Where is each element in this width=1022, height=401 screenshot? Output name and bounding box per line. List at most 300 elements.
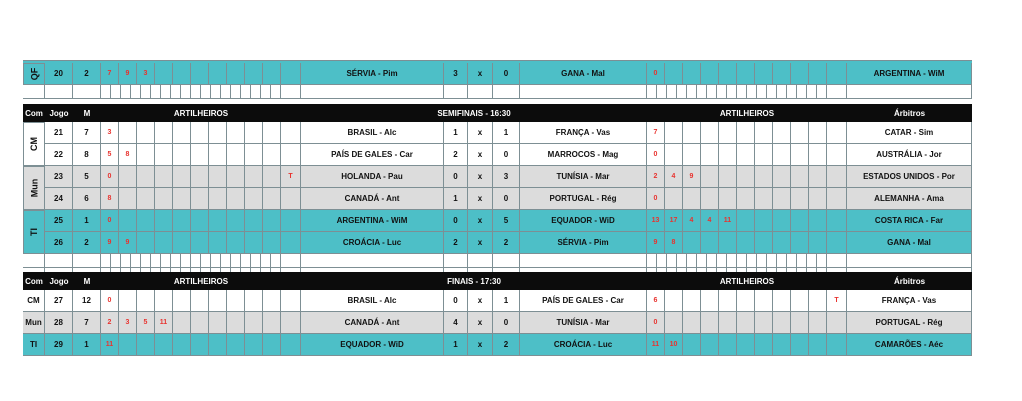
- away-t-marker[interactable]: [827, 63, 847, 85]
- home-t-marker[interactable]: [281, 232, 301, 254]
- empty-cell[interactable]: [131, 85, 141, 99]
- empty-cell[interactable]: [687, 254, 697, 268]
- away-t-marker[interactable]: [827, 210, 847, 232]
- empty-cell[interactable]: [281, 85, 301, 99]
- empty-cell[interactable]: [161, 254, 171, 268]
- home-scorer[interactable]: 5: [137, 312, 155, 334]
- game-number[interactable]: 20: [45, 63, 73, 85]
- empty-cell[interactable]: [683, 63, 701, 85]
- empty-cell[interactable]: [737, 210, 755, 232]
- home-team[interactable]: CANADÁ - Ant: [301, 188, 444, 210]
- empty-cell[interactable]: [101, 85, 111, 99]
- away-scorer[interactable]: 4: [701, 210, 719, 232]
- home-team[interactable]: BRASIL - Alc: [301, 122, 444, 144]
- empty-cell[interactable]: [241, 85, 251, 99]
- versus-x[interactable]: x: [468, 312, 493, 334]
- empty-cell[interactable]: [245, 122, 263, 144]
- empty-cell[interactable]: [701, 312, 719, 334]
- home-scorer[interactable]: 9: [119, 232, 137, 254]
- away-score[interactable]: 1: [493, 122, 520, 144]
- empty-cell[interactable]: [245, 144, 263, 166]
- empty-cell[interactable]: [755, 312, 773, 334]
- empty-cell[interactable]: [809, 312, 827, 334]
- away-team[interactable]: FRANÇA - Vas: [520, 122, 647, 144]
- empty-cell[interactable]: [251, 254, 261, 268]
- empty-cell[interactable]: [773, 122, 791, 144]
- empty-cell[interactable]: [665, 63, 683, 85]
- empty-cell[interactable]: [191, 122, 209, 144]
- empty-cell[interactable]: [155, 290, 173, 312]
- empty-cell[interactable]: [227, 63, 245, 85]
- empty-cell[interactable]: [719, 166, 737, 188]
- away-scorer[interactable]: 4: [683, 210, 701, 232]
- home-t-marker[interactable]: [281, 144, 301, 166]
- empty-cell[interactable]: [191, 254, 201, 268]
- empty-cell[interactable]: [791, 232, 809, 254]
- home-team[interactable]: BRASIL - Alc: [301, 290, 444, 312]
- empty-cell[interactable]: [245, 63, 263, 85]
- empty-cell[interactable]: [737, 166, 755, 188]
- empty-cell[interactable]: [791, 290, 809, 312]
- header-m[interactable]: M: [73, 104, 101, 122]
- empty-cell[interactable]: [111, 254, 121, 268]
- away-score[interactable]: 0: [493, 144, 520, 166]
- empty-cell[interactable]: [121, 85, 131, 99]
- versus-x[interactable]: x: [468, 188, 493, 210]
- empty-cell[interactable]: [155, 63, 173, 85]
- empty-cell[interactable]: [171, 85, 181, 99]
- empty-cell[interactable]: [777, 254, 787, 268]
- empty-cell[interactable]: [137, 290, 155, 312]
- empty-cell[interactable]: [141, 254, 151, 268]
- empty-cell[interactable]: [767, 85, 777, 99]
- empty-cell[interactable]: [747, 254, 757, 268]
- match-m-value[interactable]: 12: [73, 290, 101, 312]
- away-score[interactable]: 0: [493, 312, 520, 334]
- away-scorer[interactable]: 6: [647, 290, 665, 312]
- empty-cell[interactable]: [773, 188, 791, 210]
- away-score[interactable]: 0: [493, 188, 520, 210]
- empty-cell[interactable]: [191, 210, 209, 232]
- empty-cell[interactable]: [209, 188, 227, 210]
- empty-cell[interactable]: [211, 254, 221, 268]
- empty-cell[interactable]: [245, 210, 263, 232]
- empty-cell[interactable]: [719, 144, 737, 166]
- empty-cell[interactable]: [227, 210, 245, 232]
- group-cell[interactable]: CM: [23, 290, 45, 312]
- versus-x[interactable]: x: [468, 63, 493, 85]
- empty-cell[interactable]: [173, 122, 191, 144]
- empty-cell[interactable]: [201, 254, 211, 268]
- match-m-value[interactable]: 5: [73, 166, 101, 188]
- empty-cell[interactable]: [209, 144, 227, 166]
- empty-cell[interactable]: [155, 334, 173, 356]
- empty-cell[interactable]: [773, 232, 791, 254]
- empty-cell[interactable]: [181, 85, 191, 99]
- empty-cell[interactable]: [245, 232, 263, 254]
- empty-cell[interactable]: [701, 232, 719, 254]
- empty-cell[interactable]: [807, 254, 817, 268]
- empty-cell[interactable]: [191, 144, 209, 166]
- referee[interactable]: PORTUGAL - Rég: [847, 312, 972, 334]
- empty-cell[interactable]: [119, 122, 137, 144]
- empty-cell[interactable]: [697, 85, 707, 99]
- empty-cell[interactable]: [227, 122, 245, 144]
- home-score[interactable]: 4: [444, 312, 468, 334]
- empty-cell[interactable]: [173, 210, 191, 232]
- away-score[interactable]: 3: [493, 166, 520, 188]
- match-m-value[interactable]: 8: [73, 144, 101, 166]
- empty-cell[interactable]: [683, 232, 701, 254]
- home-score[interactable]: 2: [444, 144, 468, 166]
- empty-cell[interactable]: [444, 254, 468, 268]
- empty-cell[interactable]: [131, 254, 141, 268]
- empty-cell[interactable]: [151, 85, 161, 99]
- match-m-value[interactable]: 7: [73, 312, 101, 334]
- home-t-marker[interactable]: [281, 334, 301, 356]
- empty-cell[interactable]: [755, 334, 773, 356]
- empty-cell[interactable]: [173, 312, 191, 334]
- empty-cell[interactable]: [719, 188, 737, 210]
- header-referees[interactable]: Árbitros: [847, 104, 972, 122]
- empty-cell[interactable]: [667, 85, 677, 99]
- referee[interactable]: CATAR - Sim: [847, 122, 972, 144]
- empty-cell[interactable]: [301, 254, 444, 268]
- empty-cell[interactable]: [817, 254, 827, 268]
- empty-cell[interactable]: [155, 232, 173, 254]
- referee[interactable]: CAMARÕES - Aéc: [847, 334, 972, 356]
- empty-cell[interactable]: [809, 334, 827, 356]
- away-team[interactable]: SÉRVIA - Pim: [520, 232, 647, 254]
- home-t-marker[interactable]: [281, 210, 301, 232]
- match-m-value[interactable]: 7: [73, 122, 101, 144]
- empty-cell[interactable]: [719, 232, 737, 254]
- empty-cell[interactable]: [191, 63, 209, 85]
- empty-cell[interactable]: [755, 166, 773, 188]
- empty-cell[interactable]: [245, 188, 263, 210]
- empty-cell[interactable]: [444, 85, 468, 99]
- empty-cell[interactable]: [191, 334, 209, 356]
- home-t-marker[interactable]: [281, 290, 301, 312]
- empty-cell[interactable]: [263, 63, 281, 85]
- empty-cell[interactable]: [791, 63, 809, 85]
- empty-cell[interactable]: [747, 85, 757, 99]
- empty-cell[interactable]: [809, 63, 827, 85]
- empty-cell[interactable]: [161, 85, 171, 99]
- empty-cell[interactable]: [677, 254, 687, 268]
- empty-cell[interactable]: [271, 85, 281, 99]
- empty-cell[interactable]: [827, 85, 847, 99]
- home-t-marker[interactable]: [281, 63, 301, 85]
- empty-cell[interactable]: [209, 210, 227, 232]
- referee[interactable]: COSTA RICA - Far: [847, 210, 972, 232]
- empty-cell[interactable]: [755, 232, 773, 254]
- empty-cell[interactable]: [697, 254, 707, 268]
- versus-x[interactable]: x: [468, 290, 493, 312]
- empty-cell[interactable]: [791, 122, 809, 144]
- game-number[interactable]: 23: [45, 166, 73, 188]
- home-score[interactable]: 1: [444, 188, 468, 210]
- match-m-value[interactable]: 2: [73, 63, 101, 85]
- away-scorer[interactable]: 10: [665, 334, 683, 356]
- home-scorer[interactable]: 11: [101, 334, 119, 356]
- referee[interactable]: ESTADOS UNIDOS - Por: [847, 166, 972, 188]
- home-team[interactable]: EQUADOR - WiD: [301, 334, 444, 356]
- empty-cell[interactable]: [111, 85, 121, 99]
- referee[interactable]: ARGENTINA - WiM: [847, 63, 972, 85]
- empty-cell[interactable]: [737, 312, 755, 334]
- empty-cell[interactable]: [227, 144, 245, 166]
- versus-x[interactable]: x: [468, 334, 493, 356]
- empty-cell[interactable]: [73, 254, 101, 268]
- away-t-marker[interactable]: [827, 188, 847, 210]
- away-t-marker[interactable]: [827, 232, 847, 254]
- empty-cell[interactable]: [245, 290, 263, 312]
- empty-cell[interactable]: [221, 254, 231, 268]
- empty-cell[interactable]: [777, 85, 787, 99]
- home-score[interactable]: 3: [444, 63, 468, 85]
- empty-cell[interactable]: [701, 122, 719, 144]
- empty-cell[interactable]: [137, 232, 155, 254]
- header-scorers-home[interactable]: ARTILHEIROS: [101, 272, 301, 290]
- empty-cell[interactable]: [657, 254, 667, 268]
- empty-cell[interactable]: [241, 254, 251, 268]
- empty-cell[interactable]: [520, 85, 647, 99]
- empty-cell[interactable]: [707, 85, 717, 99]
- home-t-marker[interactable]: [281, 188, 301, 210]
- empty-cell[interactable]: [191, 85, 201, 99]
- empty-cell[interactable]: [773, 166, 791, 188]
- empty-cell[interactable]: [263, 122, 281, 144]
- empty-cell[interactable]: [737, 290, 755, 312]
- match-m-value[interactable]: 1: [73, 334, 101, 356]
- home-scorer[interactable]: 9: [101, 232, 119, 254]
- empty-cell[interactable]: [119, 166, 137, 188]
- home-t-marker[interactable]: T: [281, 166, 301, 188]
- away-team[interactable]: PAÍS DE GALES - Car: [520, 290, 647, 312]
- group-cell[interactable]: TI: [23, 334, 45, 356]
- home-team[interactable]: HOLANDA - Pau: [301, 166, 444, 188]
- empty-cell[interactable]: [737, 144, 755, 166]
- empty-cell[interactable]: [773, 334, 791, 356]
- empty-cell[interactable]: [251, 85, 261, 99]
- empty-cell[interactable]: [137, 188, 155, 210]
- away-t-marker[interactable]: [827, 144, 847, 166]
- empty-cell[interactable]: [817, 85, 827, 99]
- empty-cell[interactable]: [141, 85, 151, 99]
- section-title[interactable]: FINAIS - 17:30: [301, 272, 647, 290]
- empty-cell[interactable]: [155, 144, 173, 166]
- home-t-marker[interactable]: [281, 312, 301, 334]
- empty-cell[interactable]: [245, 166, 263, 188]
- empty-cell[interactable]: [137, 122, 155, 144]
- empty-cell[interactable]: [773, 210, 791, 232]
- empty-cell[interactable]: [687, 85, 697, 99]
- empty-cell[interactable]: [773, 312, 791, 334]
- empty-cell[interactable]: [773, 144, 791, 166]
- empty-cell[interactable]: [137, 144, 155, 166]
- empty-cell[interactable]: [683, 188, 701, 210]
- empty-cell[interactable]: [227, 334, 245, 356]
- empty-cell[interactable]: [201, 85, 211, 99]
- away-scorer[interactable]: 0: [647, 144, 665, 166]
- away-t-marker[interactable]: T: [827, 290, 847, 312]
- match-m-value[interactable]: 2: [73, 232, 101, 254]
- empty-cell[interactable]: [73, 85, 101, 99]
- referee[interactable]: AUSTRÁLIA - Jor: [847, 144, 972, 166]
- empty-cell[interactable]: [155, 166, 173, 188]
- away-team[interactable]: PORTUGAL - Rég: [520, 188, 647, 210]
- empty-cell[interactable]: [755, 63, 773, 85]
- empty-cell[interactable]: [261, 85, 271, 99]
- empty-cell[interactable]: [468, 254, 493, 268]
- away-t-marker[interactable]: [827, 122, 847, 144]
- empty-cell[interactable]: [173, 166, 191, 188]
- referee[interactable]: GANA - Mal: [847, 232, 972, 254]
- empty-cell[interactable]: [281, 254, 301, 268]
- empty-cell[interactable]: [211, 85, 221, 99]
- empty-cell[interactable]: [701, 334, 719, 356]
- versus-x[interactable]: x: [468, 232, 493, 254]
- empty-cell[interactable]: [191, 188, 209, 210]
- away-team[interactable]: TUNÍSIA - Mar: [520, 312, 647, 334]
- empty-cell[interactable]: [809, 290, 827, 312]
- away-team[interactable]: GANA - Mal: [520, 63, 647, 85]
- away-t-marker[interactable]: [827, 334, 847, 356]
- empty-cell[interactable]: [787, 254, 797, 268]
- empty-cell[interactable]: [227, 290, 245, 312]
- empty-cell[interactable]: [719, 334, 737, 356]
- header-com[interactable]: Com: [23, 104, 45, 122]
- empty-cell[interactable]: [263, 232, 281, 254]
- home-team[interactable]: CANADÁ - Ant: [301, 312, 444, 334]
- empty-cell[interactable]: [209, 166, 227, 188]
- versus-x[interactable]: x: [468, 166, 493, 188]
- empty-cell[interactable]: [773, 290, 791, 312]
- empty-cell[interactable]: [173, 63, 191, 85]
- empty-cell[interactable]: [807, 85, 817, 99]
- section-title[interactable]: SEMIFINAIS - 16:30: [301, 104, 647, 122]
- game-number[interactable]: 21: [45, 122, 73, 144]
- empty-cell[interactable]: [301, 85, 444, 99]
- away-team[interactable]: EQUADOR - WiD: [520, 210, 647, 232]
- empty-cell[interactable]: [137, 210, 155, 232]
- empty-cell[interactable]: [719, 122, 737, 144]
- empty-cell[interactable]: [701, 63, 719, 85]
- home-scorer[interactable]: 3: [119, 312, 137, 334]
- empty-cell[interactable]: [665, 144, 683, 166]
- empty-cell[interactable]: [847, 254, 972, 268]
- empty-cell[interactable]: [719, 63, 737, 85]
- empty-cell[interactable]: [263, 334, 281, 356]
- empty-cell[interactable]: [755, 188, 773, 210]
- empty-cell[interactable]: [173, 334, 191, 356]
- empty-cell[interactable]: [468, 85, 493, 99]
- empty-cell[interactable]: [119, 188, 137, 210]
- versus-x[interactable]: x: [468, 144, 493, 166]
- empty-cell[interactable]: [809, 144, 827, 166]
- empty-cell[interactable]: [261, 254, 271, 268]
- empty-cell[interactable]: [227, 166, 245, 188]
- empty-cell[interactable]: [119, 210, 137, 232]
- empty-cell[interactable]: [717, 254, 727, 268]
- empty-cell[interactable]: [737, 334, 755, 356]
- empty-cell[interactable]: [665, 290, 683, 312]
- empty-cell[interactable]: [809, 210, 827, 232]
- empty-cell[interactable]: [737, 85, 747, 99]
- empty-cell[interactable]: [755, 290, 773, 312]
- away-scorer[interactable]: 17: [665, 210, 683, 232]
- away-score[interactable]: 2: [493, 334, 520, 356]
- header-jogo[interactable]: Jogo: [45, 272, 73, 290]
- empty-cell[interactable]: [263, 210, 281, 232]
- empty-cell[interactable]: [665, 188, 683, 210]
- home-team[interactable]: SÉRVIA - Pim: [301, 63, 444, 85]
- away-score[interactable]: 2: [493, 232, 520, 254]
- empty-cell[interactable]: [657, 85, 667, 99]
- home-team[interactable]: PAÍS DE GALES - Car: [301, 144, 444, 166]
- away-t-marker[interactable]: [827, 166, 847, 188]
- empty-cell[interactable]: [755, 210, 773, 232]
- header-referees[interactable]: Árbitros: [847, 272, 972, 290]
- away-scorer[interactable]: 11: [647, 334, 665, 356]
- empty-cell[interactable]: [755, 144, 773, 166]
- empty-cell[interactable]: [767, 254, 777, 268]
- empty-cell[interactable]: [791, 188, 809, 210]
- header-scorers-away[interactable]: ARTILHEIROS: [647, 104, 847, 122]
- empty-cell[interactable]: [263, 144, 281, 166]
- empty-cell[interactable]: [173, 232, 191, 254]
- referee[interactable]: FRANÇA - Vas: [847, 290, 972, 312]
- away-scorer[interactable]: 0: [647, 63, 665, 85]
- away-score[interactable]: 0: [493, 63, 520, 85]
- empty-cell[interactable]: [227, 312, 245, 334]
- empty-cell[interactable]: [701, 144, 719, 166]
- empty-cell[interactable]: [809, 232, 827, 254]
- home-scorer[interactable]: 5: [101, 144, 119, 166]
- match-m-value[interactable]: 1: [73, 210, 101, 232]
- empty-cell[interactable]: [231, 85, 241, 99]
- away-scorer[interactable]: 9: [683, 166, 701, 188]
- empty-cell[interactable]: [719, 290, 737, 312]
- empty-cell[interactable]: [520, 254, 647, 268]
- empty-cell[interactable]: [245, 312, 263, 334]
- home-scorer[interactable]: 0: [101, 210, 119, 232]
- away-scorer[interactable]: 11: [719, 210, 737, 232]
- empty-cell[interactable]: [209, 334, 227, 356]
- header-m[interactable]: M: [73, 272, 101, 290]
- empty-cell[interactable]: [827, 254, 847, 268]
- empty-cell[interactable]: [727, 85, 737, 99]
- home-score[interactable]: 0: [444, 210, 468, 232]
- home-score[interactable]: 0: [444, 166, 468, 188]
- empty-cell[interactable]: [119, 290, 137, 312]
- empty-cell[interactable]: [137, 166, 155, 188]
- home-scorer[interactable]: 3: [101, 122, 119, 144]
- empty-cell[interactable]: [809, 166, 827, 188]
- empty-cell[interactable]: [757, 85, 767, 99]
- away-t-marker[interactable]: [827, 312, 847, 334]
- empty-cell[interactable]: [101, 254, 111, 268]
- empty-cell[interactable]: [171, 254, 181, 268]
- referee[interactable]: ALEMANHA - Ama: [847, 188, 972, 210]
- empty-cell[interactable]: [151, 254, 161, 268]
- away-scorer[interactable]: 7: [647, 122, 665, 144]
- empty-cell[interactable]: [209, 312, 227, 334]
- empty-cell[interactable]: [23, 254, 45, 268]
- empty-cell[interactable]: [45, 254, 73, 268]
- empty-cell[interactable]: [683, 290, 701, 312]
